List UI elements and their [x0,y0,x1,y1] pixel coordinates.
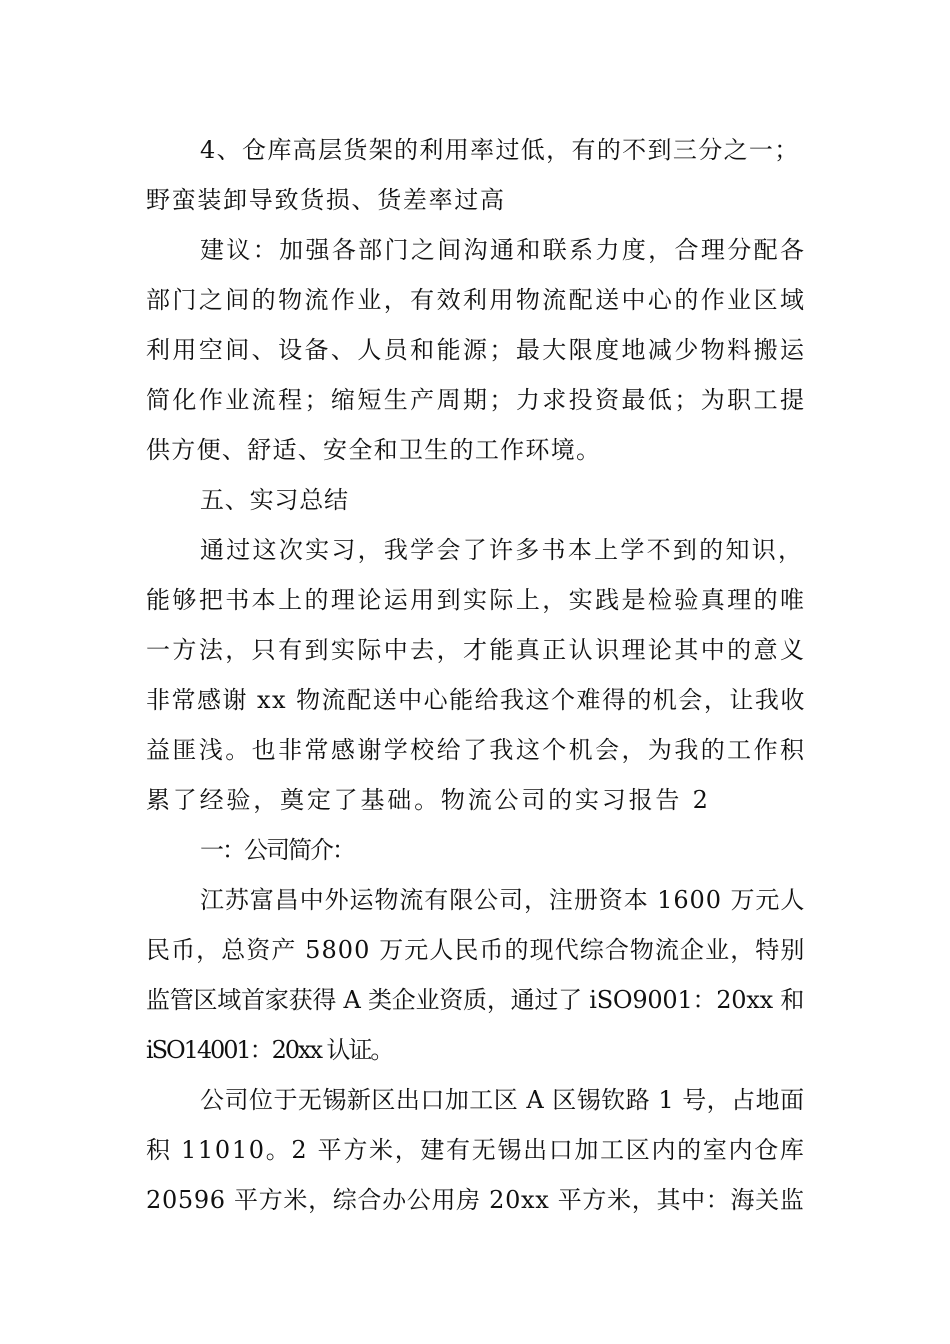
text-line: 积 11010。2 平方米，建有无锡出口加工区内的室内仓库 [146,1136,806,1164]
text-line: 4、仓库高层货架的利用率过低，有的不到三分之一； [200,136,800,164]
text-line: 野蛮装卸导致货损、货差率过高 [146,186,506,214]
text-line: 供方便、舒适、安全和卫生的工作环境。 [146,436,602,464]
section-heading: 五、实习总结 [200,486,349,514]
text-line: 建议：加强各部门之间沟通和联系力度，合理分配各 [200,236,807,264]
text-line: 利用空间、设备、人员和能源；最大限度地减少物料搬运 [146,336,807,364]
text-line: 非常感谢 xx 物流配送中心能给我这个难得的机会，让我收 [146,686,806,714]
text-line: 部门之间的物流作业，有效利用物流配送中心的作业区域 [146,286,807,314]
text-line: 简化作业流程；缩短生产周期；力求投资最低；为职工提 [146,386,807,414]
text-line: 公司位于无锡新区出口加工区 A 区锡钦路 1 号，占地面 [200,1086,805,1114]
section-heading: 一：公司简介： [200,836,354,864]
text-line: iSO14001：20xx 认证。 [146,1036,393,1064]
text-line: 20596 平方米，综合办公用房 20xx 平方米，其中：海关监 [146,1186,805,1214]
text-line: 能够把书本上的理论运用到实际上，实践是检验真理的唯 [146,586,807,614]
text-line: 一方法，只有到实际中去，才能真正认识理论其中的意义 [146,636,807,664]
text-line: 监管区域首家获得 A 类企业资质，通过了 iSO9001：20xx 和 [146,986,805,1014]
text-line: 江苏富昌中外运物流有限公司，注册资本 1600 万元人 [200,886,806,914]
text-line: 通过这次实习，我学会了许多书本上学不到的知识， [200,536,805,564]
text-line: 益匪浅。也非常感谢学校给了我这个机会，为我的工作积 [146,736,807,764]
text-line: 民币，总资产 5800 万元人民币的现代综合物流企业，特别 [146,936,806,964]
text-line: 累了经验，奠定了基础。物流公司的实习报告 2 [146,786,711,814]
